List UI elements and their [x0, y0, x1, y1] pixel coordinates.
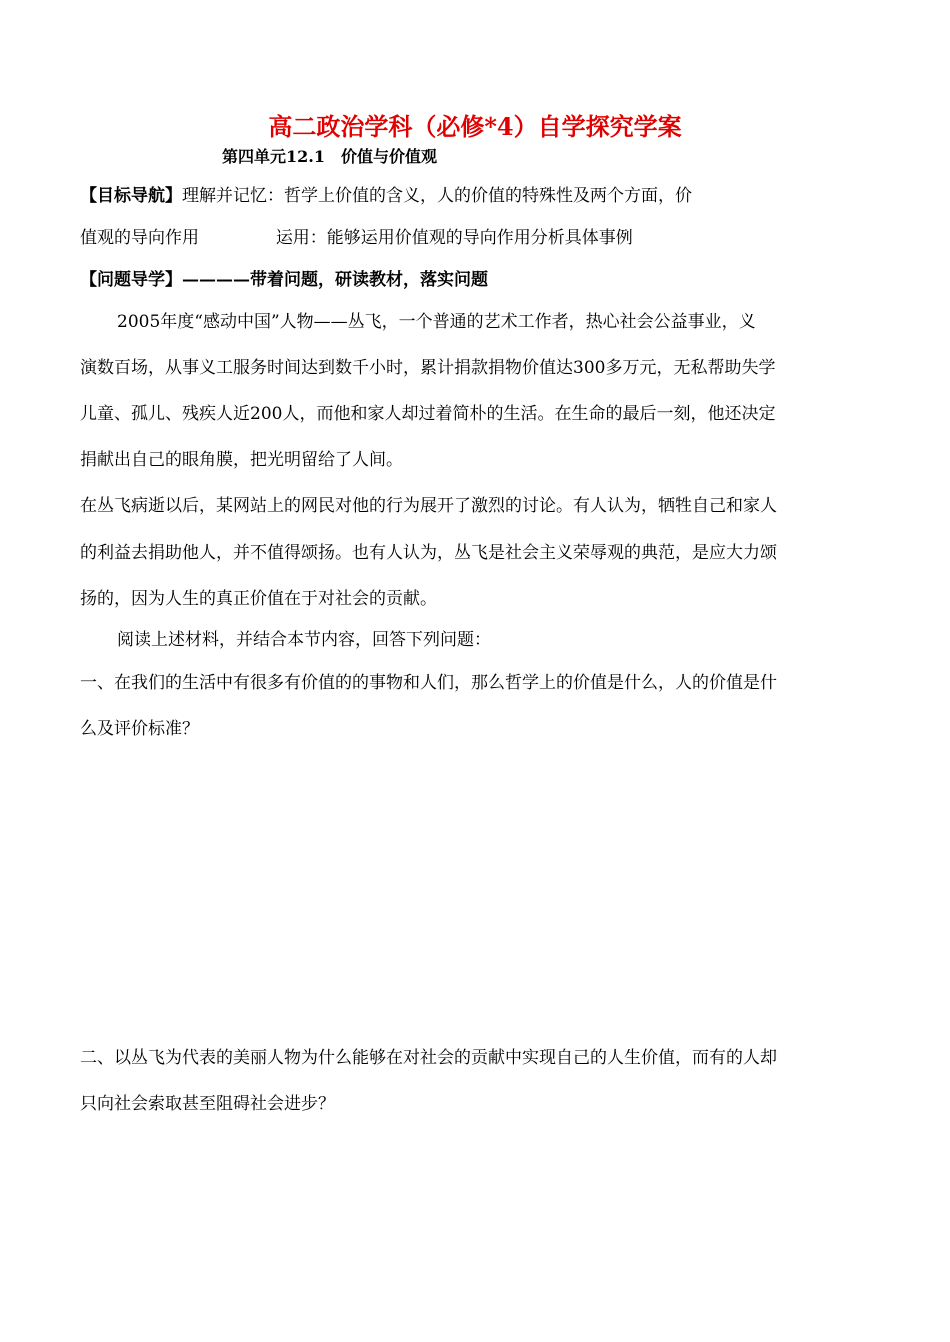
- material-p1-line-3: 儿童、孤儿、残疾人近200人，而他和家人却过着简朴的生活。在生命的最后一刻，他还决定: [80, 404, 776, 424]
- question-2-line-1: 二、以丛飞为代表的美丽人物为什么能够在对社会的贡献中实现自己的人生价值，而有的人却: [80, 1048, 777, 1068]
- guide-label: 【问题导学】: [80, 270, 182, 290]
- question-1-line-2: 么及评价标准？: [80, 719, 199, 739]
- material-p2-line-1: 在丛飞病逝以后，某网站上的网民对他的行为展开了激烈的讨论。有人认为，牺牲自己和家人: [80, 496, 777, 516]
- material-p1-line-1: 2005年度“感动中国”人物——丛飞，一个普通的艺术工作者，热心社会公益事业，义: [117, 312, 756, 332]
- material-p2-line-2: 的利益去捐助他人，并不值得颂扬。也有人认为，丛飞是社会主义荣辱观的典范，是应大力颂: [80, 543, 777, 563]
- objectives-apply: 运用：能够运用价值观的导向作用分析具体事例: [275, 228, 633, 248]
- objectives-line-2: [80, 227, 633, 249]
- guide-line: [80, 269, 488, 291]
- section-subtitle: 第四单元12.1 价值与价值观: [222, 147, 437, 166]
- objectives-continued: 值观的导向作用: [80, 228, 199, 248]
- objectives-label: 【目标导航】: [80, 186, 182, 206]
- guide-text: ————带着问题，研读教材，落实问题: [182, 270, 488, 290]
- page-title: 高二政治学科（必修*4）自学探究学案: [268, 112, 682, 141]
- material-p1-line-4: 捐献出自己的眼角膜，把光明留给了人间。: [80, 450, 403, 470]
- objectives-text: 理解并记忆：哲学上价值的含义，人的价值的特殊性及两个方面，价: [182, 186, 692, 206]
- instruction-text: 阅读上述材料，并结合本节内容，回答下列问题：: [117, 630, 491, 650]
- question-2-line-2: 只向社会索取甚至阻碍社会进步？: [80, 1094, 335, 1114]
- material-p1-line-2: 演数百场，从事义工服务时间达到数千小时，累计捐款捐物价值达300多万元，无私帮助失学: [80, 358, 776, 378]
- question-1-line-1: 一、在我们的生活中有很多有价值的的事物和人们，那么哲学上的价值是什么，人的价值是什: [80, 673, 777, 693]
- material-p2-line-3: 扬的，因为人生的真正价值在于对社会的贡献。: [80, 589, 437, 609]
- objectives-line-1: [80, 185, 692, 207]
